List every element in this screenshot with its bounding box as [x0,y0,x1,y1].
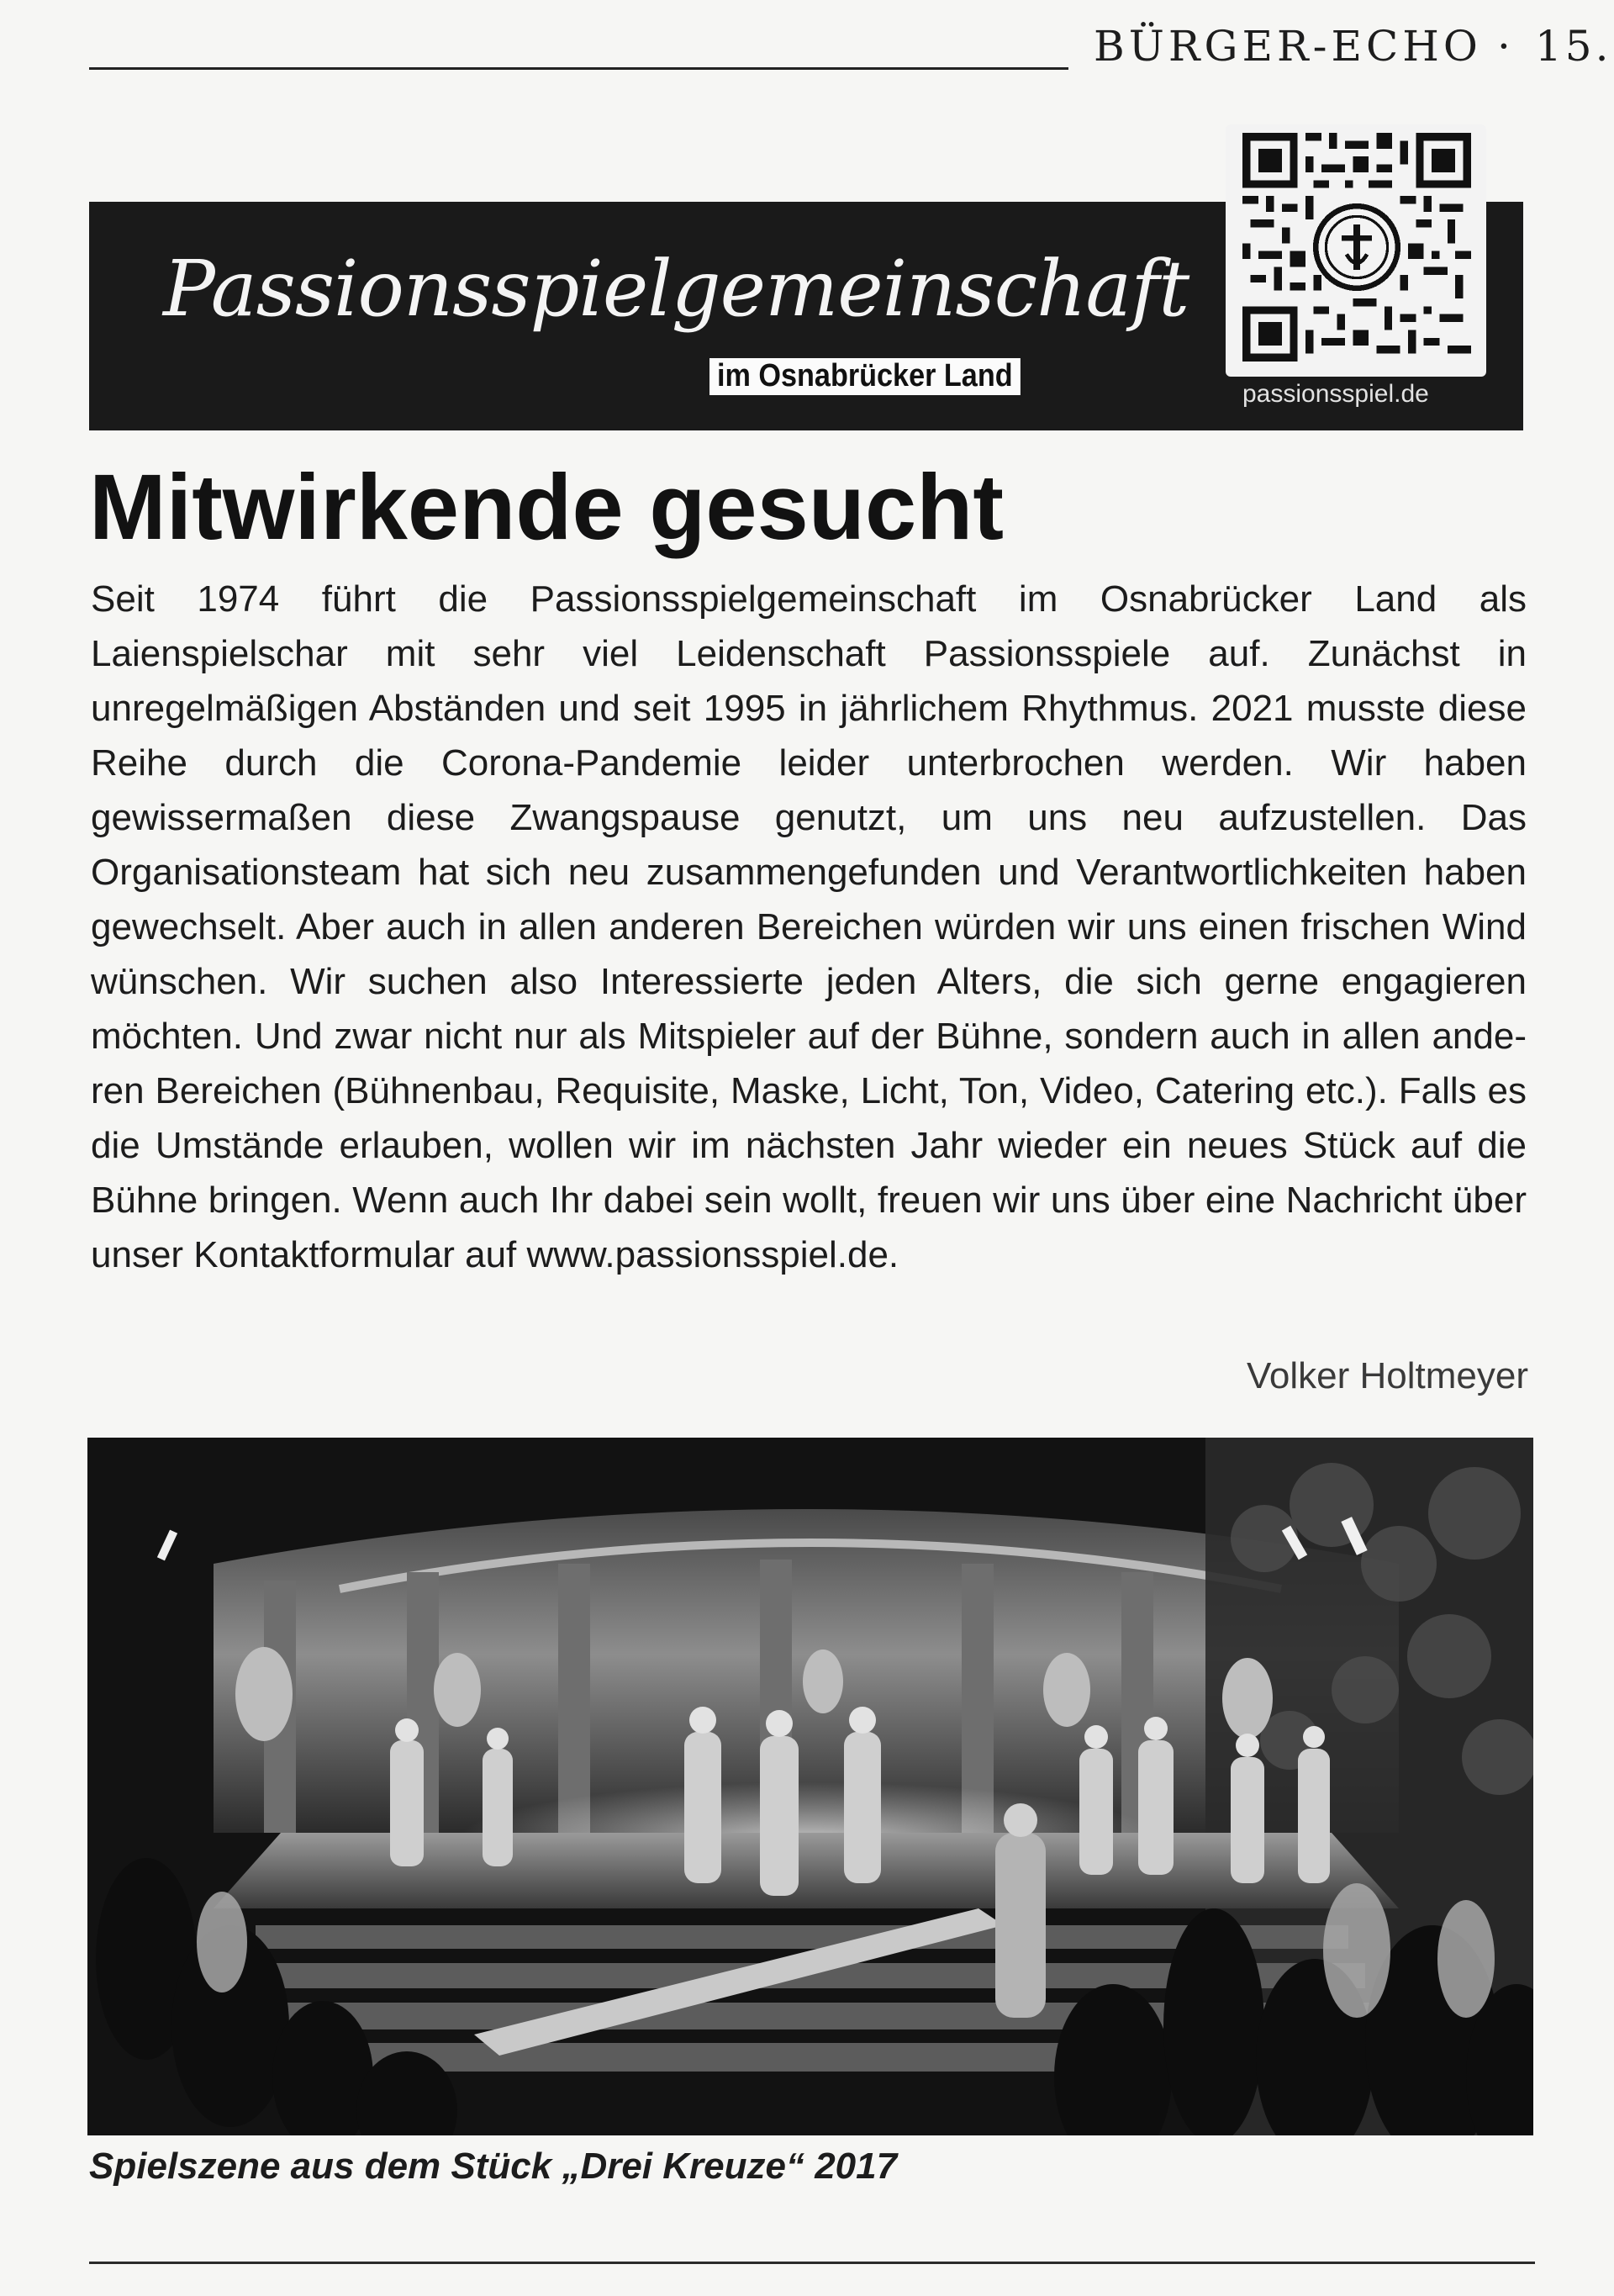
article-headline: Mitwirkende gesucht [89,456,1004,559]
stage-photo [87,1438,1533,2135]
banner-subtitle: im Osnabrücker Land [709,358,1021,395]
stage-photo-image [87,1438,1533,2135]
qr-code [1226,124,1486,377]
banner-wordmark: Passionsspielgemeinschaft [163,244,1189,334]
article-body: Seit 1974 führt die Passionsspielgemeinschaft im Osnabrücker Land als Laienspielschar mit sehr viel Leidenschaft Passionsspiele auf. Zunächst in unregelmäßigen Abständen und seit 1995 in jährlichem Rhythmus. 2021 musste diese Reihe durch die Corona-Pandemie leider unterbrochen werden. Wir haben gewissermaßen diese Zwangspause genutzt, um uns neu aufzustellen. Das Organisationsteam hat sich neu zusammengefunden und Verantwortlichkeiten haben gewechselt. Aber auch in allen anderen Bereichen würden wir uns einen frischen Wind wünschen. Wir suchen also Interessierte jeden Alters, die sich gerne engagieren möchten. Und zwar nicht nur als Mitspieler auf der Bühne, sondern auch in allen anderen Bereichen (Bühnenbau, Requisite, Maske, Licht, Ton, Video, Catering etc.). Falls es die Umstände erlauben, wollen wir im nächsten Jahr wieder ein neues Stück auf die Bühne bringen. Wenn auch Ihr dabei sein wollt, freuen wir uns über eine Nachricht über unser Kontaktformular auf www.passionsspiel.de. [91,578,1527,1275]
bottom-rule [89,2262,1535,2264]
article-author: Volker Holtmeyer [1246,1355,1528,1396]
page-number: 15. [1535,22,1612,71]
header-separator: · [1497,22,1511,71]
qr-code-icon [1242,133,1471,362]
header-rule [89,67,1068,70]
publication-title: BÜRGER-ECHO [1094,22,1482,71]
running-header [89,18,1612,72]
photo-caption: Spielszene aus dem Stück „Drei Kreuze“ 2017 [89,2146,898,2187]
banner-url: passionsspiel.de [1242,380,1429,408]
